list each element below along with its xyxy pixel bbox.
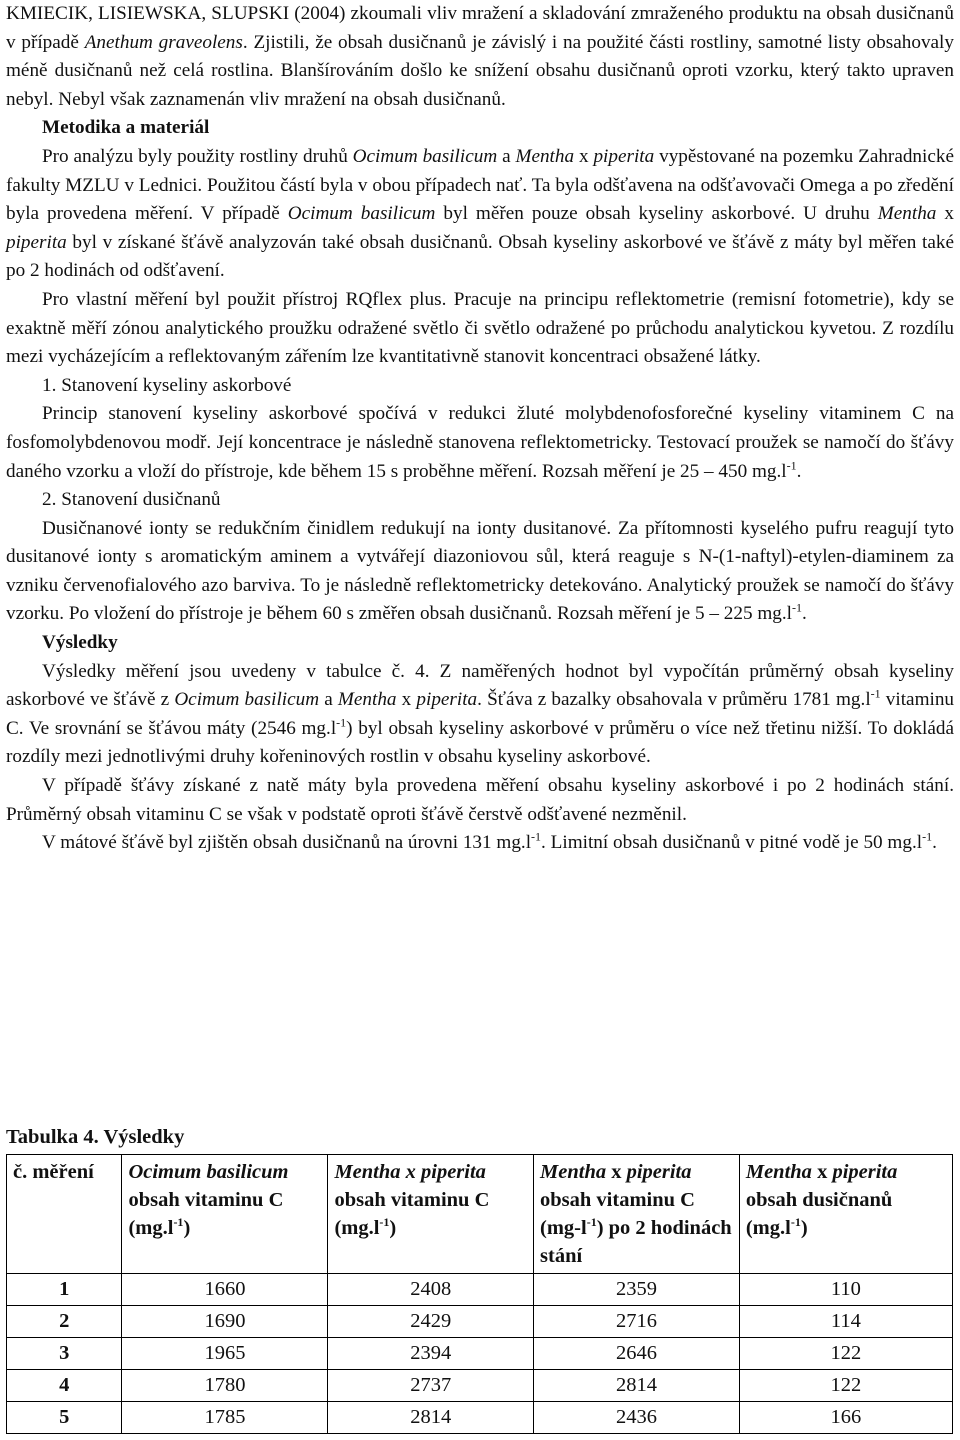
table-cell: 1780	[122, 1370, 328, 1402]
table-cell: 1965	[122, 1338, 328, 1370]
table-row	[7, 1274, 953, 1306]
paragraph: Pro analýzu byly použity rostliny druhů Ocimum basilicum a Mentha x piperita vypěstované na pozemku Zahradnické fakulty MZLU v Lednici. Použitou částí byla v obou případech nať. Ta byla odšťavena na odšťavovači Omega a po zředění byla provedena měření. V případě Ocimum basilicum byl měřen pouze obsah kyseliny askorbové. U druhu Mentha x piperita byl v získané šťávě analyzován také obsah dusičnanů. Obsah kyseliny askorbové ve šťávě z máty byl měřen také po 2 hodinách od odšťavení.	[6, 145, 955, 282]
section-heading: Metodika a materiál	[42, 117, 210, 139]
table-cell: 1785	[122, 1402, 328, 1434]
subsection-heading: 1. Stanovení kyseliny askorbové	[42, 374, 292, 396]
table-header-cell: Ocimum basilicum obsah vitaminu C $(mg.l^{-1})$	[122, 1155, 328, 1274]
paragraph: Dusičnanové ionty se redukčním činidlem redukují na ionty dusitanové. Za přítomnosti kyselého pufru reagují tyto dusitanové ionty s aromatickým aminem a vytvářejí diazoniovou sůl, která reaguje s N-(1-naftyl)-etylen-diaminem za vzniku červenofialového azo barviva. To je následně reflektometricky detekováno. Analytický proužek se namočí do šťávy vzorku. Po vložení do přístroje je během 60 s změřen obsah dusičnanů. Rozsah měření je 5 – 225 $mg.l^{-1}$.	[6, 517, 954, 625]
table-header-cell: Mentha x piperita obsah dusičnanů $(mg.l^{-1})$	[739, 1155, 952, 1274]
measurement-number-cell: 2	[7, 1306, 122, 1338]
section-heading: Výsledky	[42, 632, 118, 654]
table-cell: 122	[739, 1338, 952, 1370]
table-caption: Tabulka 4. Výsledky	[6, 1126, 185, 1148]
table-header-cell: Mentha x piperita obsah vitaminu C $(mg-l^{-1})$ po 2 hodinách stání	[534, 1155, 740, 1274]
paragraph: Výsledky měření jsou uvedeny v tabulce č. 4. Z naměřených hodnot byl vypočítán průměrný obsah kyseliny askorbové ve šťávě z Ocimum basilicum a Mentha x piperita. Šťáva z bazalky obsahovala v průměru 1781 $mg.l^{-1}$ vitaminu C. Ve srovnání se šťávou máty (2546 $mg.l^{-1}$) byl obsah kyseliny askorbové v průměru o více než třetinu nižší. To dokládá rozdíly mezi jednotlivými druhy kořeninových rostlin v obsahu kyseliny askorbové.	[6, 660, 955, 768]
table-body	[7, 1274, 953, 1434]
paragraph: KMIECIK, LISIEWSKA, SLUPSKI (2004) zkoumali vliv mražení a skladování zmraženého produktu na obsah dusičnanů v případě Anethum graveolens. Zjistili, že obsah dusičnanů je závislý i na použité části rostliny, samotné listy obsahovaly méně dusičnanů než celá rostlina. Blanšírováním došlo ke snížení obsahu dusičnanů oproti vzorku, který takto upraven nebyl. Nebyl však zaznamenán vliv mražení na obsah dusičnanů.	[6, 3, 954, 110]
table-cell: 2814	[534, 1370, 740, 1402]
table-header-cell: Mentha x piperita obsah vitaminu C $(mg.l^{-1})$	[328, 1155, 534, 1274]
table-cell: 110	[739, 1274, 952, 1306]
table-cell: 114	[739, 1306, 952, 1338]
body-text	[6, 0, 954, 858]
results-table	[6, 1154, 953, 1434]
table-cell: 122	[739, 1370, 952, 1402]
table-header-cell: č. měření	[7, 1155, 122, 1274]
table-cell: 1660	[122, 1274, 328, 1306]
table-cell: 2429	[328, 1306, 534, 1338]
table-cell: 2814	[328, 1402, 534, 1434]
table-cell: 1690	[122, 1306, 328, 1338]
measurement-number-cell: 3	[7, 1338, 122, 1370]
table-row	[7, 1402, 953, 1434]
table-row	[7, 1370, 953, 1402]
table-cell: 2646	[534, 1338, 740, 1370]
table-cell: 166	[739, 1402, 952, 1434]
paragraph: Princip stanovení kyseliny askorbové spočívá v redukci žluté molybdenofosforečné kyseliny vitaminem C na fosfomolybdenovou modř. Její koncentrace je následně stanovena reflektometricky. Testovací proužek se namočí do šťávy daného vzorku a vloží do přístroje, kde během 15 s proběhne měření. Rozsah měření je 25 – 450 $mg.l^{-1}$.	[6, 403, 954, 482]
table-cell: 2359	[534, 1274, 740, 1306]
table-cell: 2737	[328, 1370, 534, 1402]
table-cell: 2408	[328, 1274, 534, 1306]
table-cell: 2716	[534, 1306, 740, 1338]
table-row	[7, 1306, 953, 1338]
paragraph: V mátové šťávě byl zjištěn obsah dusičnanů na úrovni 131 $mg.l^{-1}$. Limitní obsah dusičnanů v pitné vodě je 50 $mg.l^{-1}$.	[42, 829, 937, 854]
table-cell: 2436	[534, 1402, 740, 1434]
table-row	[7, 1338, 953, 1370]
measurement-number-cell: 1	[7, 1274, 122, 1306]
measurement-number-cell: 4	[7, 1370, 122, 1402]
measurement-number-cell: 5	[7, 1402, 122, 1434]
paragraph: Pro vlastní měření byl použit přístroj RQflex plus. Pracuje na principu reflektometrie (remisní fotometrie), kdy se exaktně měří zónou analytického proužku odražené světlo či světlo odražené po průchodu analytickou kyvetou. Z rozdílu mezi vycházejícím a reflektovaným zářením lze kvantitativně stanovit koncentraci obsažené látky.	[6, 288, 954, 368]
subsection-heading: 2. Stanovení dusičnanů	[42, 489, 221, 511]
table-cell: 2394	[328, 1338, 534, 1370]
paragraph: V případě šťávy získané z natě máty byla provedena měření obsahu kyseliny askorbové i po 2 hodinách stání. Průměrný obsah vitaminu C se však v podstatě oproti šťávě čerstvě odšťavené nezměnil.	[6, 775, 954, 825]
table-header-row	[7, 1155, 953, 1274]
